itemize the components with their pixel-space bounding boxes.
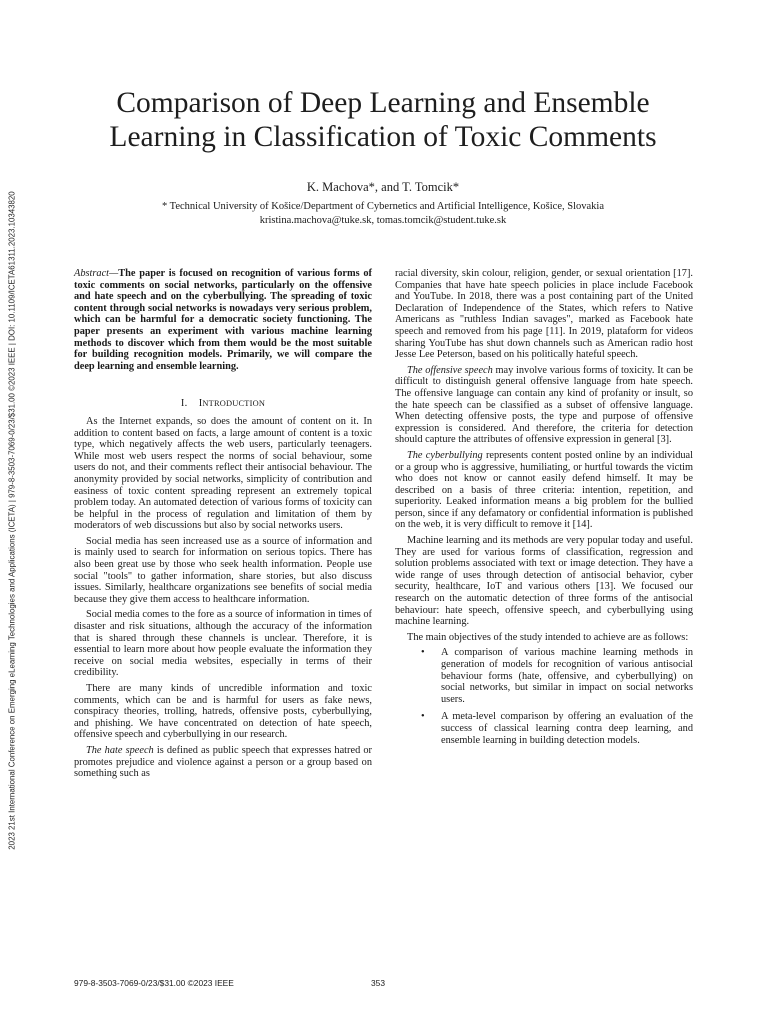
term-hate-speech: The hate speech xyxy=(86,744,154,756)
title-line: Learning in Classification of Toxic Comments xyxy=(109,121,657,153)
term-cyberbullying: The cyberbullying xyxy=(407,449,483,461)
bullet-icon: • xyxy=(421,647,425,659)
section-title-rest: NTRODUCTION xyxy=(202,399,266,409)
objective-text: A meta-level comparison by offering an evaluation of the success of classical learning contra deep learning, and ensemble learning in building detection models. xyxy=(441,711,693,746)
offensive-speech-text: may involve various forms of toxicity. It can be difficult to distinguish general offensive language from hate speech. The offensive language can contain any kind of profanity or insult, so the hate speech can be classified as a subset of offensive language. When detecting offensive posts, the type and purpose of offensive expression is considered. And therefore, the criteria for detection should capture the attributes of offensive expression in general [3]. xyxy=(395,364,694,446)
term-offensive-speech: The offensive speech xyxy=(407,364,493,376)
abstract xyxy=(74,268,372,372)
affiliation-block xyxy=(60,200,706,228)
affiliation: * Technical University of Košice/Department of Cybernetics and Artificial Intelligence, Košice, Slovakia xyxy=(162,201,604,212)
objective-text: A comparison of various machine learning methods in generation of models for recognition of various antisocial behaviour forms (hate, offensive, and cyberbullying) on social networks, but similar in impact on social networks users. xyxy=(441,647,693,705)
body-paragraph: As the Internet expands, so does the amount of content on it. In addition to content based on facts, a large amount of content is a toxic type, which negatively affects the web users, particularly teenagers. While most web users respect the norms of social behaviour, some users do not, and their comments reflect their antisocial behaviour. The anonymity provided by social networks, simplicity of contribution and easiness of toxic content spreading represent an extremely topical problem today. An automated detection of various forms of toxicity can be helpful in the process of regulation and limitation of them by moderators of web discussions but also by social networks users. xyxy=(74,415,372,532)
right-column xyxy=(395,268,693,752)
body-paragraph-offensive-speech xyxy=(395,365,693,446)
section-title-initial: I xyxy=(198,398,203,410)
cyberbullying-text: represents content posted online by an individual or a group who is aggressive, humiliating, or hurtful towards the victim who does not know or cannot easily defend himself. It may be described on a basis of three criteria: intention, repetition, and superiority. Leaked information means a big problem for the bullied person, since if any defamatory or confidential information is published on the web, it is very difficult to remove it [14]. xyxy=(395,449,693,531)
section-number: I. xyxy=(180,398,188,410)
body-paragraph: Social media comes to the fore as a source of information in times of disaster and risk situations, although the accuracy of the information that is shared through these channels is unclear. Therefore, it is essential to learn more about how people evaluate the information they receive on social media websites, especially in terms of their credibility. xyxy=(74,609,372,679)
body-paragraph: Social media has seen increased use as a source of information and is mainly used to search for information on serious topics. There has also been great use by those who seek health information. People use social "tools" to gather information, share stories, but also discuss issues. Similarly, healthcare organizations see benefits of social media because they give them access to healthcare information. xyxy=(74,535,372,605)
conference-doi-stamp xyxy=(4,135,20,905)
footer-isbn: 979-8-3503-7069-0/23/$31.00 ©2023 IEEE xyxy=(74,978,234,988)
page-number: 353 xyxy=(371,978,385,988)
body-paragraph: There are many kinds of uncredible information and toxic comments, which can be and is harmful for users as fake news, conspiracy theories, trolling, hatreds, offensive posts, cyberbullying, and phishing. We have concentrated on detection of hate speech, offensive speech and cyberbullying in our research. xyxy=(74,683,372,741)
body-paragraph-cyberbullying xyxy=(395,450,693,531)
author-emails: kristina.machova@tuke.sk, tomas.tomcik@student.tuke.sk xyxy=(259,215,507,226)
abstract-text: The paper is focused on recognition of various forms of toxic comments on social networks, particularly on the offensive and hate speech and on the cyberbullying. The spreading of toxic content through social networks is nowadays very serious problem, which can be harmful for a democratic society functioning. The paper presents an experiment with various machine learning methods to discover which from them would be the most suitable for building recognition models. Primarily, we will compare the deep learning and ensemble learning. xyxy=(74,268,372,372)
authors: K. Machova*, and T. Tomcik* xyxy=(306,180,460,194)
body-paragraph: The main objectives of the study intended to achieve are as follows: xyxy=(407,631,689,643)
paper-title xyxy=(60,86,706,154)
hate-speech-text: is defined as public speech that expresses hatred or promotes prejudice and violence against a person or a group based on something such as xyxy=(74,744,372,780)
abstract-label: Abstract— xyxy=(74,268,119,279)
body-paragraph-continued: racial diversity, skin colour, religion, gender, or sexual orientation [17]. Companies that have hate speech policies in place include Facebook and YouTube. In 2018, there was a post containing part of the United Declaration of Independence of the States, which refers to Native Americans as "ruthless Indian savages", marked as Facebook hate speech and removed from his page [11]. In 2019, plataform for videos sharing YouTube has shut down channels such as American radio host Jesse Lee Peterson, based on his politically hateful speech. xyxy=(395,268,693,361)
body-paragraph: Machine learning and its methods are very popular today and useful. They are used for various forms of classification, regression and solution problems associated with text or image detection. They have a wide range of uses through detection of antisocial behavior, cyber security, healthcare, IoT and various others [13]. We focused our research on the automatic detection of three forms of the antisocial behaviour: hate speech, offensive speech, and cyberbullying using machine learning. xyxy=(395,535,693,628)
list-item xyxy=(395,647,693,705)
left-column xyxy=(74,268,372,784)
objectives-list xyxy=(395,647,693,746)
bullet-icon: • xyxy=(421,711,425,723)
body-paragraph-hate-speech xyxy=(74,745,372,780)
section-heading-introduction xyxy=(74,398,372,410)
title-line: Comparison of Deep Learning and Ensemble xyxy=(116,87,650,119)
conference-doi-text: 2023 21st International Conference on Emerging eLearning Technologies and Applications (ICETA) | 979-8-3503-7069-0/23/$31.00 ©2023 IEEE | DOI: 10.1109/ICETA61311.2023.10343820 xyxy=(7,190,17,850)
list-item xyxy=(395,711,693,746)
